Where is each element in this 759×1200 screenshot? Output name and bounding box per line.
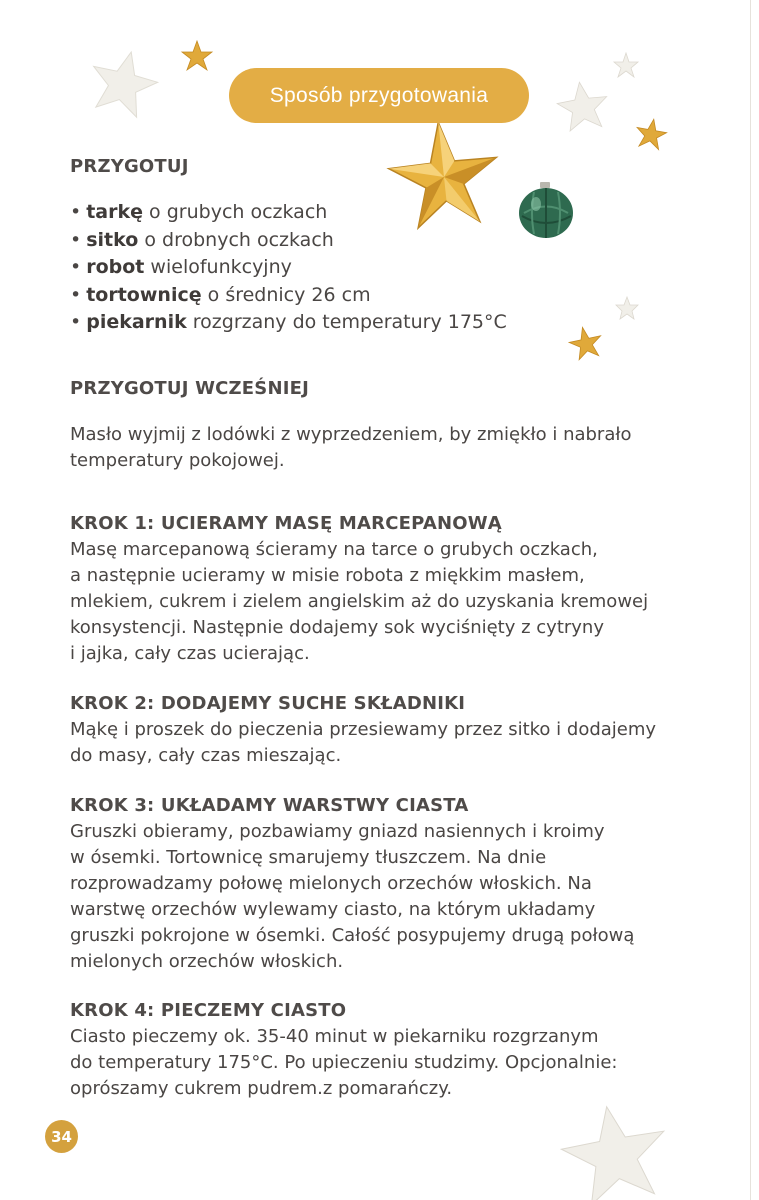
white-star-icon [614, 296, 640, 322]
list-item: • sitko o drobnych oczkach [70, 228, 334, 251]
step-4-heading: KROK 4: PIECZEMY CIASTO [70, 1000, 347, 1021]
step-2-text: Mąkę i proszek do pieczenia przesiewamy przez sitko i dodajemy do masy, cały czas mieszając. [70, 719, 657, 766]
step-2-heading: KROK 2: DODAJEMY SUCHE SKŁADNIKI [70, 693, 466, 714]
step-1-heading: KROK 1: UCIERAMY MASĘ MARCEPANOWĄ [70, 513, 502, 534]
gold-star-icon [180, 40, 214, 74]
white-star-icon [612, 52, 640, 80]
page-edge-divider [750, 0, 751, 1200]
white-star-icon [560, 1104, 670, 1200]
list-item: • tarkę o grubych oczkach [70, 201, 328, 223]
step-3-heading: KROK 3: UKŁADAMY WARSTWY CIASTA [70, 795, 469, 816]
gold-star-icon [568, 326, 604, 362]
step-3-text: Gruszki obieramy, pozbawiamy gniazd nasiennych i kroimy w ósemki. Tortownicę smarujemy tłuszczem. Na dnie rozprowadzamy połowę mielonych orzechów włoskich. Na warstwę orzechów wylewamy ciasto, na którym układamy gruszki pokrojone w ósemki. Całość posypujemy drugą połową mielonych orzechów włoskich. [70, 821, 635, 972]
step-4-text: Ciasto pieczemy ok. 35-40 minut w piekarniku rozgrzanym do temperatury 175°C. Po upieczeniu studzimy. Opcjonalnie: oprószamy cukrem pudrem.z pomarańczy. [70, 1026, 618, 1099]
step-1-text: Masę marcepanową ścieramy na tarce o grubych oczkach, a następnie ucieramy w misie robota z miękkim masłem, mlekiem, cukrem i zielem angielskim aż do uzyskania kremowej konsystencji. Następnie dodajemy sok wyciśnięty z cytryny i jajka, cały czas ucierając. [70, 539, 649, 664]
green-bauble-icon [516, 180, 578, 240]
equipment-list [70, 199, 507, 337]
gold-star-icon [634, 118, 668, 152]
list-item: • piekarnik rozgrzany do temperatury 175°C [70, 311, 507, 333]
white-star-icon [86, 48, 160, 122]
prepare-heading: PRZYGOTUJ [70, 156, 189, 177]
prepare-early-heading: PRZYGOTUJ WCZEŚNIEJ [70, 378, 310, 399]
prepare-early-text: Masło wyjmij z lodówki z wyprzedzeniem, by zmiękło i nabrało temperatury pokojowej. [70, 424, 632, 471]
page-number-badge: 34 [45, 1120, 78, 1153]
white-star-icon [555, 80, 611, 136]
list-item: • robot wielofunkcyjny [70, 256, 292, 278]
method-header-pill: Sposób przygotowania [229, 68, 529, 123]
list-item: • tortownicę o średnicy 26 cm [70, 283, 371, 306]
